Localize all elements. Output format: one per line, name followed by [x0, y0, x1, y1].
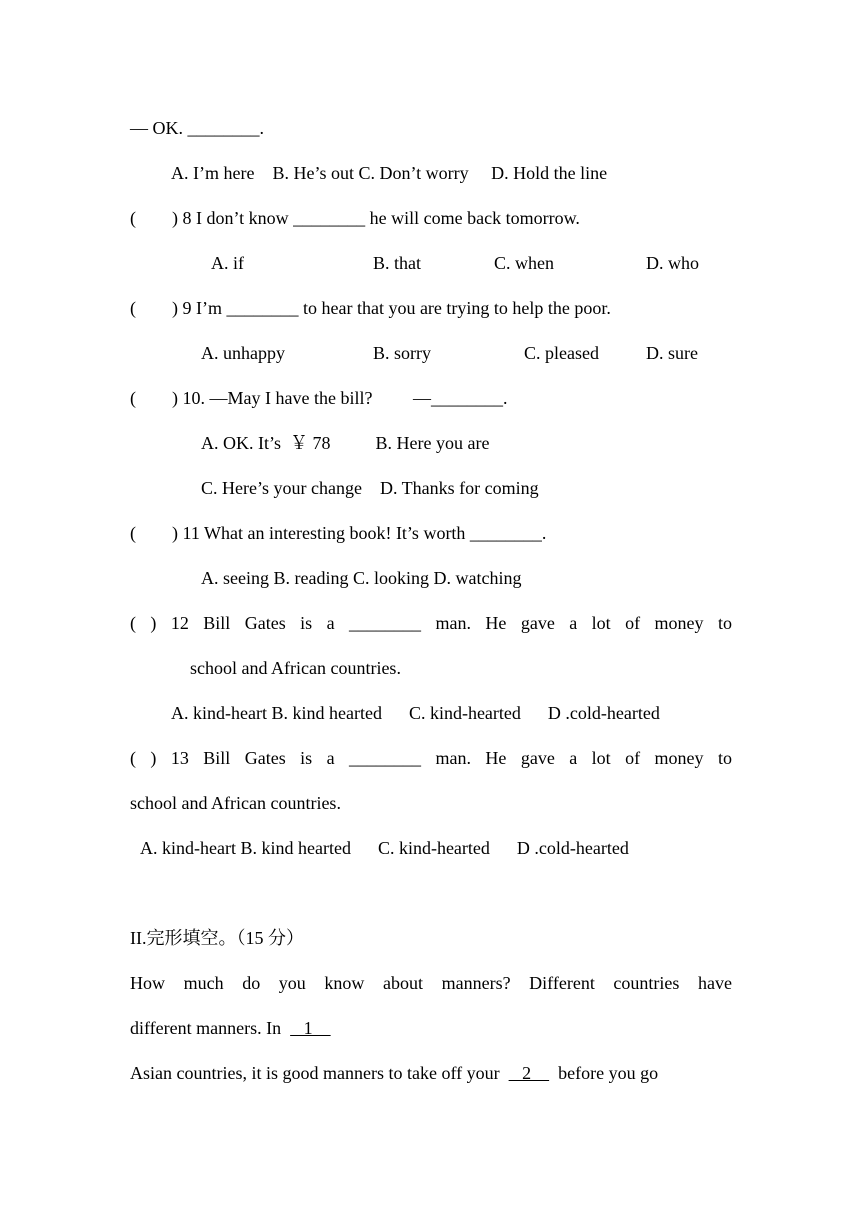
q12-stem-line2: school and African countries. — [190, 658, 401, 678]
paragraph-line3-tail: before you go — [549, 1063, 659, 1083]
q13-options: A. kind-heart B. kind hearted C. kind-hearted D .cold-hearted — [140, 838, 629, 858]
q11-stem: ( ) 11 What an interesting book! It’s worth ________. — [130, 523, 547, 543]
blank-2: 2 — [508, 1063, 550, 1083]
q8-stem: ( ) 8 I don’t know ________ he will come back tomorrow. — [130, 208, 580, 228]
section-heading: II.完形填空。（15 分） — [130, 928, 304, 948]
q13-stem-line1: ( ) 13 Bill Gates is a ________ man. He gave a lot of money to — [130, 748, 732, 768]
paragraph-line1: How much do you know about manners? Different countries have — [130, 973, 732, 993]
q9-option-a: A. unhappy — [201, 343, 285, 363]
paragraph-line2-text: different manners. In — [130, 1018, 291, 1038]
q12-options: A. kind-heart B. kind hearted C. kind-hearted D .cold-hearted — [171, 703, 660, 723]
q12-stem-line1: ( ) 12 Bill Gates is a ________ man. He gave a lot of money to — [130, 613, 732, 633]
q8-option-c: C. when — [494, 253, 554, 273]
q7-answer-line: — OK. ________. — [130, 118, 264, 138]
q9-stem: ( ) 9 I’m ________ to hear that you are trying to help the poor. — [130, 298, 611, 318]
q11-options: A. seeing B. reading C. looking D. watching — [201, 568, 522, 588]
q9-option-c: C. pleased — [524, 343, 599, 363]
blank-1: 1 — [290, 1018, 331, 1038]
paragraph-line3 — [130, 1062, 658, 1084]
paragraph-line2 — [130, 1017, 331, 1039]
q13-stem-line2: school and African countries. — [130, 793, 341, 813]
q8-option-d: D. who — [646, 253, 699, 273]
q10-stem: ( ) 10. —May I have the bill? —________. — [130, 388, 508, 408]
q9-option-d: D. sure — [646, 343, 698, 363]
q7-options: A. I’m here B. He’s out C. Don’t worry D. Hold the line — [171, 163, 608, 183]
q8-option-b: B. that — [373, 253, 421, 273]
q9-option-b: B. sorry — [373, 343, 431, 363]
q10-options-line1: A. OK. It’s ￥ 78 B. Here you are — [201, 433, 490, 453]
paragraph-line3-text: Asian countries, it is good manners to take off your — [130, 1063, 509, 1083]
q8-option-a: A. if — [211, 253, 244, 273]
q10-options-line2: C. Here’s your change D. Thanks for coming — [201, 478, 539, 498]
